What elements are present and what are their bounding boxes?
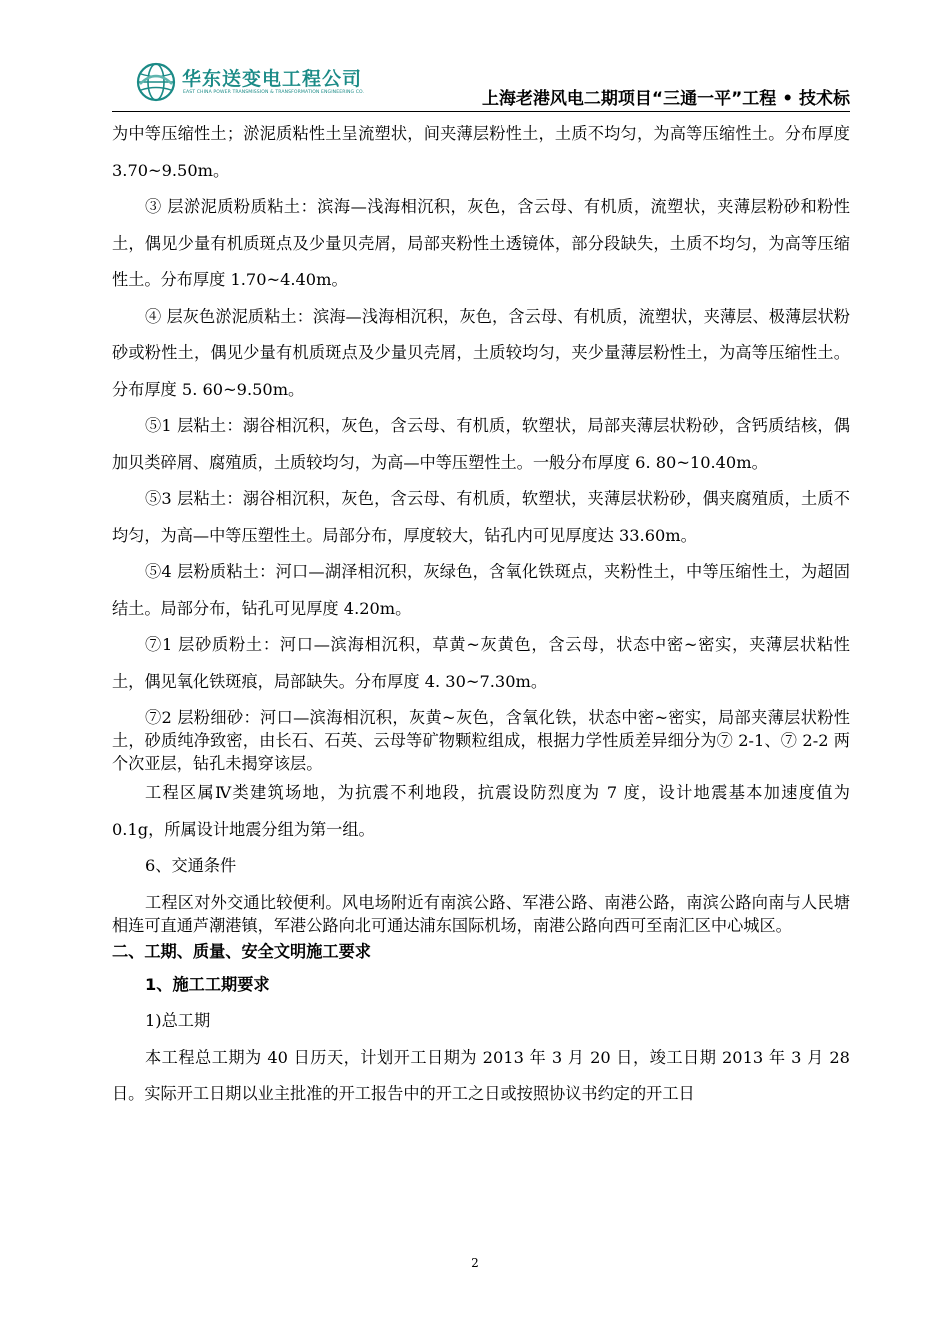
company-name-en: EAST CHINA POWER TRANSMISSION & TRANSFORMATION ENGINEERING CO. bbox=[183, 90, 365, 95]
paragraph: ⑤3 层粘土：溺谷相沉积，灰色，含云母、有机质，软塑状，夹薄层状粉砂，偶夹腐殖质，土质不均匀，为高—中等压塑性土。局部分布，厚度较大，钻孔内可见厚度达 33.60m。 bbox=[112, 489, 850, 545]
sub-heading: 1、施工工期要求 bbox=[145, 974, 270, 994]
document-title: 上海老港风电二期项目“三通一平”工程 • 技术标 bbox=[481, 89, 850, 109]
body-text bbox=[112, 116, 850, 1113]
chapter-heading: 二、工期、质量、安全文明施工要求 bbox=[112, 941, 371, 961]
header-divider bbox=[112, 111, 850, 112]
page-number: 2 bbox=[471, 1256, 479, 1270]
section-heading: 6、交通条件 bbox=[145, 856, 237, 875]
paragraph: 工程区对外交通比较便利。风电场附近有南滨公路、军港公路、南港公路，南滨公路向南与人民塘相连可直通芦潮港镇，军港公路向北可通达浦东国际机场，南港公路向西可至南汇区中心城区。 bbox=[112, 892, 850, 935]
company-logo bbox=[136, 62, 386, 106]
paragraph: ④ 层灰色淤泥质粘土：滨海—浅海相沉积，灰色，含云母、有机质，流塑状，夹薄层、极薄层状粉砂或粉性土，偶见少量有机质斑点及少量贝壳屑，土质较均匀，夹少量薄层粉性土，为高等压缩性土。分布厚度 5. 60~9.50m。 bbox=[112, 306, 850, 399]
paragraph: ⑤4 层粉质粘土：河口—湖泽相沉积，灰绿色，含氧化铁斑点，夹粉性土，中等压缩性土，为超固结土。局部分布，钻孔可见厚度 4.20m。 bbox=[112, 562, 850, 618]
sub-sub-heading: 1)总工期 bbox=[145, 1011, 211, 1030]
globe-logo-icon bbox=[136, 62, 176, 102]
paragraph: 本工程总工期为 40 日历天，计划开工日期为 2013 年 3 月 20 日，竣工日期 2013 年 3 月 28 日。实际开工日期以业主批准的开工报告中的开工之日或按照协议书约定的开工日 bbox=[112, 1047, 850, 1103]
paragraph: ⑤1 层粘土：溺谷相沉积，灰色，含云母、有机质，软塑状，局部夹薄层状粉砂，含钙质结核，偶加贝类碎屑、腐殖质，土质较均匀，为高—中等压塑性土。一般分布厚度 6. 80~10.40m。 bbox=[112, 416, 850, 472]
page-header bbox=[112, 58, 850, 110]
paragraph: ③ 层淤泥质粉质粘土：滨海—浅海相沉积，灰色，含云母、有机质，流塑状，夹薄层粉砂和粉性土，偶见少量有机质斑点及少量贝壳屑，局部夹粉性土透镜体，部分段缺失，土质不均匀，为高等压缩性土。分布厚度 1.70~4.40m。 bbox=[112, 197, 850, 289]
paragraph: 工程区属Ⅳ类建筑场地，为抗震不利地段，抗震设防烈度为 7 度，设计地震基本加速度值为 0.1g，所属设计地震分组为第一组。 bbox=[112, 783, 850, 839]
company-name: 华东送变电工程公司 bbox=[182, 68, 363, 90]
paragraph: ⑦2 层粉细砂：河口—滨海相沉积，灰黄~灰色，含氧化铁，状态中密~密实，局部夹薄层状粉性土，砂质纯净致密，由长石、石英、云母等矿物颗粒组成，根据力学性质差异细分为⑦ 2-1、⑦ 2-2 两个次亚层，钻孔未揭穿该层。 bbox=[112, 708, 850, 773]
paragraph: ⑦1 层砂质粉土：河口—滨海相沉积，草黄~灰黄色，含云母，状态中密~密实，夹薄层状粘性土，偶见氧化铁斑痕，局部缺失。分布厚度 4. 30~7.30m。 bbox=[112, 635, 850, 691]
paragraph: 为中等压缩性土；淤泥质粘性土呈流塑状，间夹薄层粉性土，土质不均匀，为高等压缩性土。分布厚度 3.70~9.50m。 bbox=[112, 124, 850, 180]
